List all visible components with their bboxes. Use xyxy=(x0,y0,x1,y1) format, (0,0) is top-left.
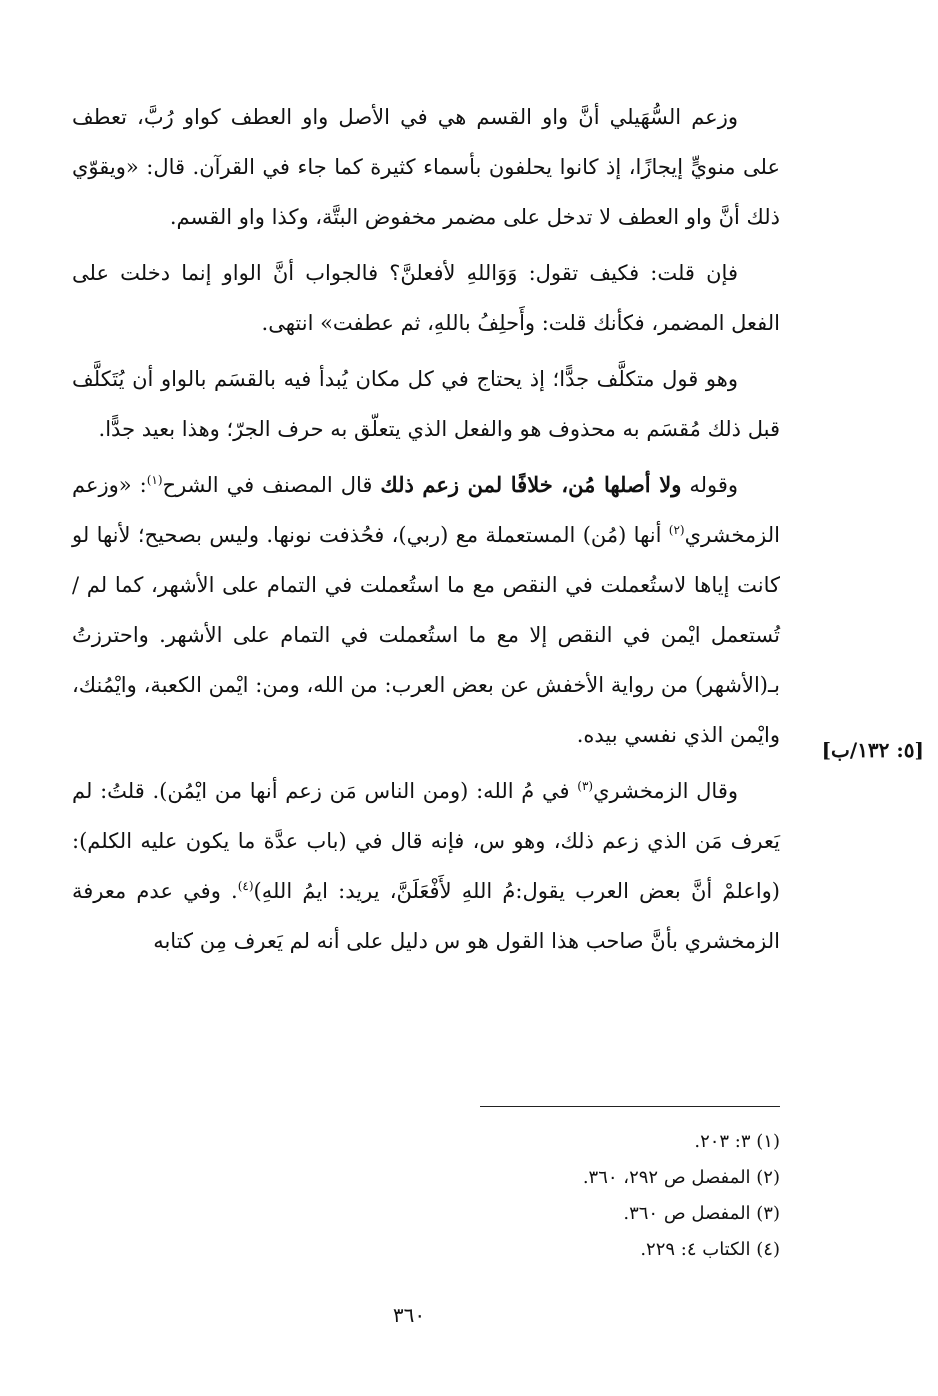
paragraph xyxy=(72,92,780,242)
footnote-2: (٢) المفصل ص ٢٩٢، ٣٦٠. xyxy=(582,1167,780,1188)
quoted-matn-text: ولا أصلها مُن، خلافًا لمن زعم ذلك xyxy=(380,472,682,497)
footnote-3: (٣) المفصل ص ٣٦٠. xyxy=(623,1203,780,1224)
paragraph xyxy=(72,766,780,966)
footnote-4: (٤) الكتاب ٤: ٢٢٩. xyxy=(640,1239,780,1260)
main-text xyxy=(72,92,780,972)
paragraph xyxy=(72,354,780,454)
footnote-reference: (١) xyxy=(146,473,163,487)
footnote-reference: (٤) xyxy=(237,879,254,893)
text-run: وهو قول متكلَّف جدًّا؛ إذ يحتاج في كل مكان يُبدأ فيه بالقسَم بالواو أن يُتَكلَّف قبل ذلك مُقسَم به محذوف هو والفعل الذي يتعلّق به حرف الجرّ؛ وهذا بعيد جدًّا. xyxy=(72,367,780,441)
footnote-1: (١) ٣: ٢٠٣. xyxy=(694,1131,780,1152)
paragraph xyxy=(72,460,780,760)
footnotes xyxy=(300,1124,780,1268)
text-run: وقوله xyxy=(681,473,739,497)
paragraph xyxy=(72,248,780,348)
footnote-separator xyxy=(480,1106,780,1107)
text-run: . وفي عدم معرفة الزمخشري بأنَّ صاحب هذا القول هو س دليل على أنه لم يَعرف مِن كتابه xyxy=(72,879,780,953)
text-run: في مُ الله: (ومن الناس مَن زعم أنها من ايْمُن). قلتُ: لم يَعرف مَن الذي زعم ذلك، وهو س، فإنه قال في (باب عدَّة ما يكون عليه الكلم): (واعلمْ أنَّ بعض العرب يقول:مُ اللهِ لأَفْعَلَنَّ، يريد: ايمُ اللهِ) xyxy=(72,779,781,903)
manuscript-folio-reference: [٥: ١٣٢/ب] xyxy=(821,738,924,762)
text-run: فإن قلت: فكيف تقول: وَوَاللهِ لأفعلنَّ؟ فالجواب أنَّ الواو إنما دخلت على الفعل المضمر، فكأنك قلت: وأَحلِفُ باللهِ، ثم عطفت» انتهى. xyxy=(72,261,780,335)
text-run: قال المصنف في الشرح xyxy=(162,473,381,497)
text-run: وزعم السُّهَيلي أنَّ واو القسم هي في الأصل واو العطف كواو رُبَّ، تعطف على منويٍّ إيجازًا، إذ كانوا يحلفون بأسماء كثيرة كما جاء في القرآن. قال: «ويقوّي ذلك أنَّ واو العطف لا تدخل على مضمر مخفوض البتَّة، وكذا واو القسم. xyxy=(72,105,780,229)
text-run: وقال الزمخشري xyxy=(593,779,738,803)
text-run: : «وزعم الزمخشري xyxy=(72,473,780,547)
footnote-reference: (٣) xyxy=(577,779,594,793)
page-number: ٣٦٠ xyxy=(392,1303,426,1327)
text-run: أنها (مُن) المستعملة مع (ربي)، فحُذفت نونها. وليس بصحيح؛ لأنها لو كانت إياها لاستُعملت في النقص مع ما استُعملت في التمام على الأشهر، كما لم /تُستعمل ايْمن في النقص إلا مع ما استُعملت في التمام على الأشهر. واحترزتُ بـ(الأشهر) من رواية الأخفش عن بعض العرب: من الله، ومن: ايْمن الكعبة، وايْمُنك، وايْمن الذي نفسي بيده. xyxy=(72,523,780,747)
footnote-reference: (٢) xyxy=(668,523,685,537)
